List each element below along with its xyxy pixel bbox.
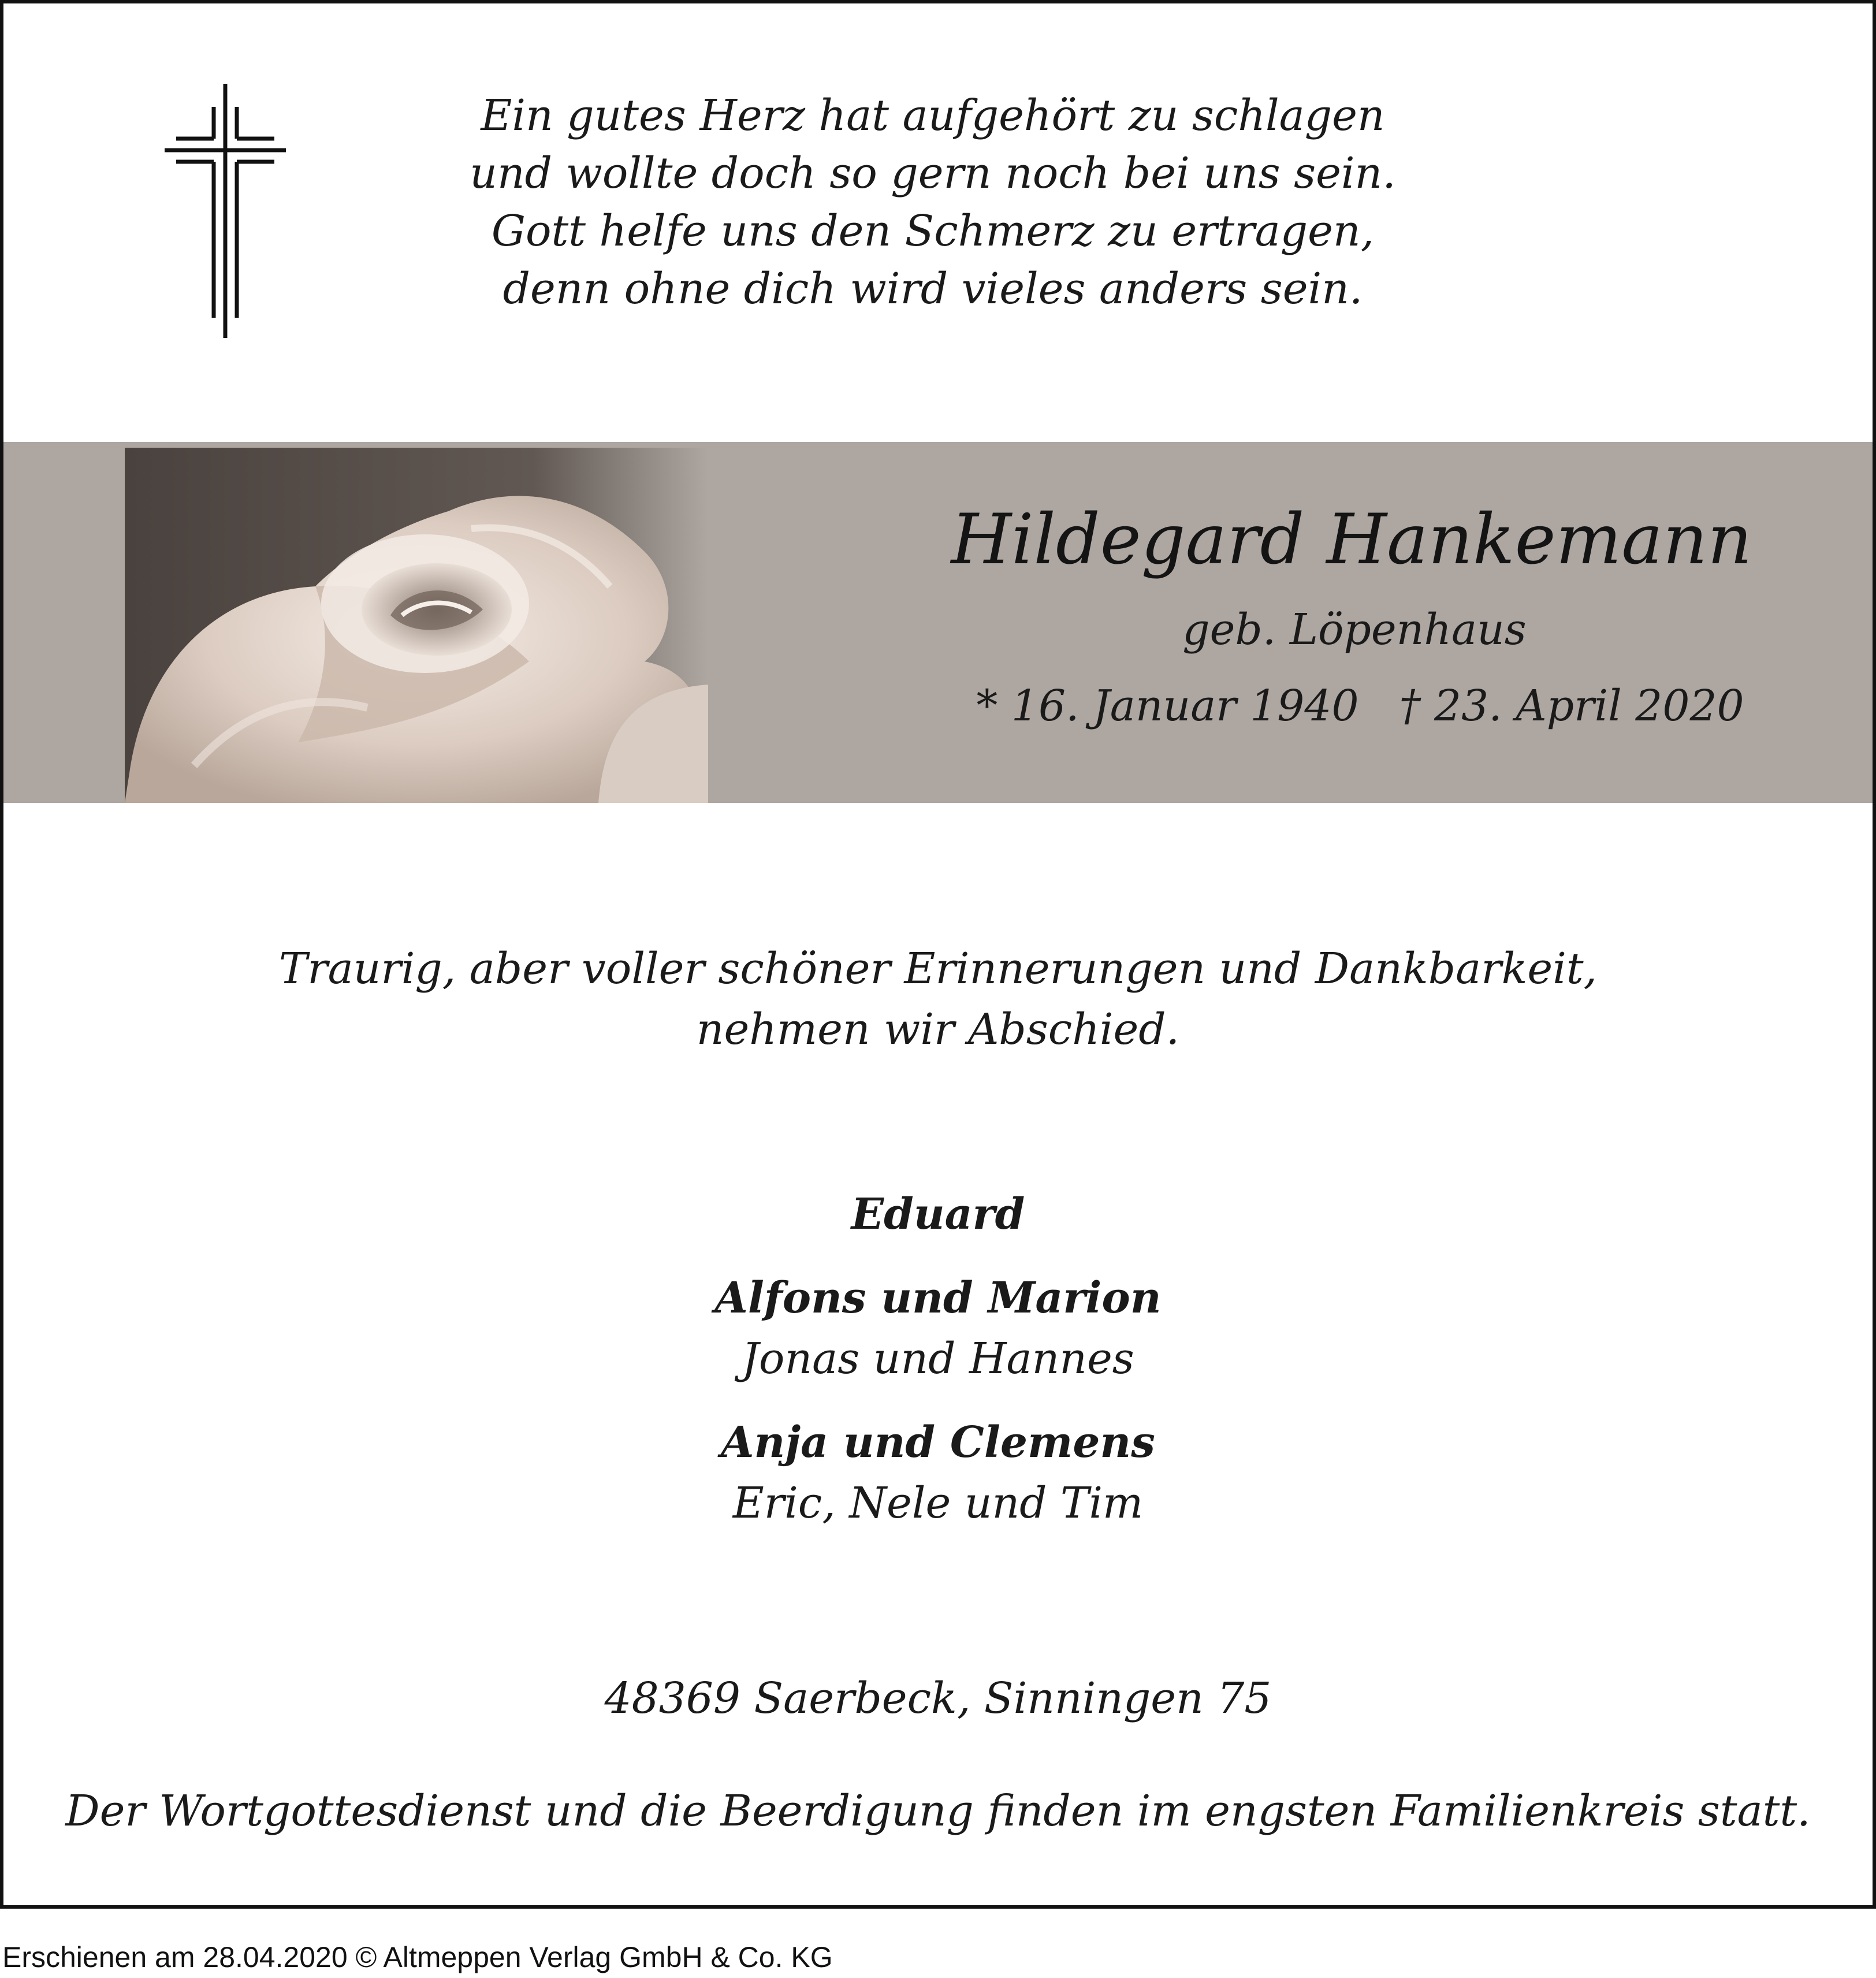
deceased-name: Hildegard Hankemann [951, 500, 1752, 580]
cross-icon [165, 84, 292, 338]
mourner-family-2-children: Eric, Nele und Tim [732, 1478, 1144, 1528]
life-dates [832, 677, 1876, 735]
funeral-notice: Der Wortgottesdienst und die Beerdigung finden im engsten Familienkreis statt. [65, 1786, 1811, 1836]
mourner-spouse: Eduard [851, 1189, 1025, 1239]
birth-date: * 16. Januar 1940 [976, 681, 1359, 731]
death-date: † 23. April 2020 [1399, 681, 1744, 731]
address: 48369 Saerbeck, Sinningen 75 [604, 1674, 1272, 1723]
mourner-family-1-parents: Alfons und Marion [714, 1273, 1162, 1323]
farewell-line: nehmen wir Abschied. [696, 1005, 1180, 1054]
poem-line: denn ohne dich wird vieles anders sein. [502, 264, 1363, 314]
poem-line: und wollte doch so gern noch bei uns sein. [470, 148, 1396, 198]
mourner-family-2-parents: Anja und Clemens [721, 1418, 1155, 1467]
poem [404, 87, 1461, 318]
farewell-line: Traurig, aber voller schöner Erinnerungen und Dankbarkeit, [278, 944, 1598, 994]
mourner-family-1-children: Jonas und Hannes [742, 1334, 1134, 1384]
farewell-text [3, 939, 1873, 1060]
poem-line: Ein gutes Herz hat aufgehört zu schlagen [481, 91, 1385, 140]
publication-footer: Erschienen am 28.04.2020 © Altmeppen Verlag GmbH & Co. KG [2, 1941, 833, 1973]
rose-image [125, 442, 708, 803]
maiden-name: geb. Löpenhaus [1182, 605, 1527, 655]
mourners-list [3, 1184, 1873, 1534]
poem-line: Gott helfe uns den Schmerz zu ertragen, [491, 206, 1375, 256]
